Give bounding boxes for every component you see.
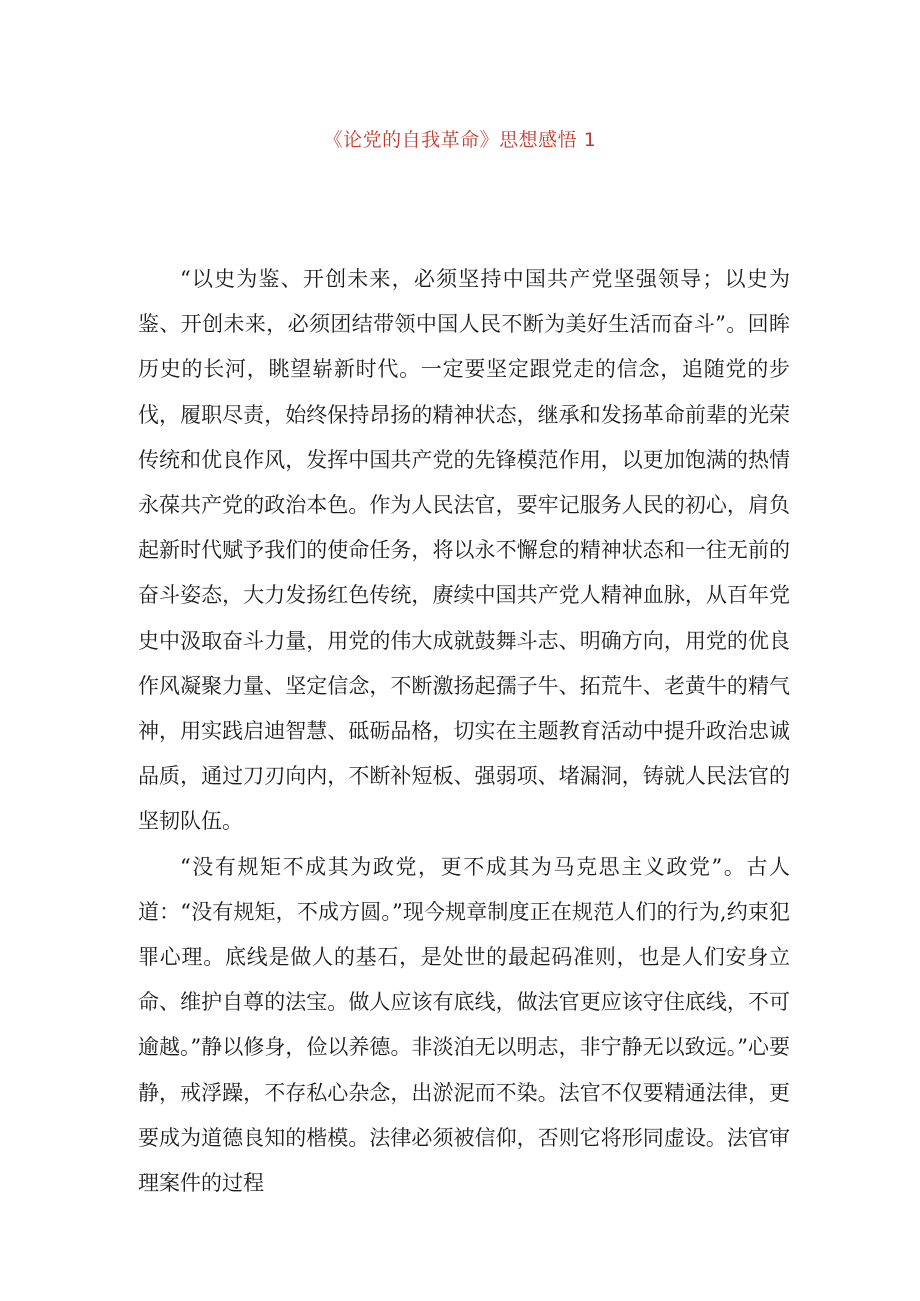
paragraph-1: “以史为鉴、开创未来，必须坚持中国共产党坚强领导；以史为鉴、开创未来，必须团结带领中国人民不断为美好生活而奋斗”。回眸历史的长河，眺望崭新时代。一定要坚定跟党走的信念，追随党的步伐，履职尽责，始终保持昂扬的精神状态，继承和发扬革命前辈的光荣传统和优良作风，发挥中国共产党的先锋模范作用，以更加饱满的热情永葆共产党的政治本色。作为人民法官，要牢记服务人民的初心，肩负起新时代赋予我们的使命任务，将以永不懈怠的精神状态和一往无前的奋斗姿态，大力发扬红色传统，赓续中国共产党人精神血脉，从百年党史中汲取奋斗力量，用党的伟大成就鼓舞斗志、明确方向，用党的优良作风凝聚力量、坚定信念，不断激扬起孺子牛、拓荒牛、老黄牛的精气神，用实践启迪智慧、砥砺品格，切实在主题教育活动中提升政治忠诚品质，通过刀刃向内，不断补短板、强弱项、堵漏洞，铸就人民法官的坚韧队伍。 (138, 267, 790, 834)
document-body (138, 257, 790, 1206)
paragraph-2: “没有规矩不成其为政党，更不成其为马克思主义政党”。古人道：“没有规矩，不成方圆。”现今规章制度正在规范人们的行为,约束犯罪心理。底线是做人的基石，是处世的最起码准则，也是人们安身立命、维护自尊的法宝。做人应该有底线，做法官更应该守住底线，不可逾越。”静以修身，俭以养德。非淡泊无以明志，非宁静无以致远。”心要静，戒浮躁，不存私心杂念，出淤泥而不染。法官不仅要精通法律，更要成为道德良知的楷模。法律必须被信仰，否则它将形同虚设。法官审理案件的过程 (138, 854, 790, 1196)
document-title: 《论党的自我革命》思想感悟 1 (323, 129, 597, 151)
